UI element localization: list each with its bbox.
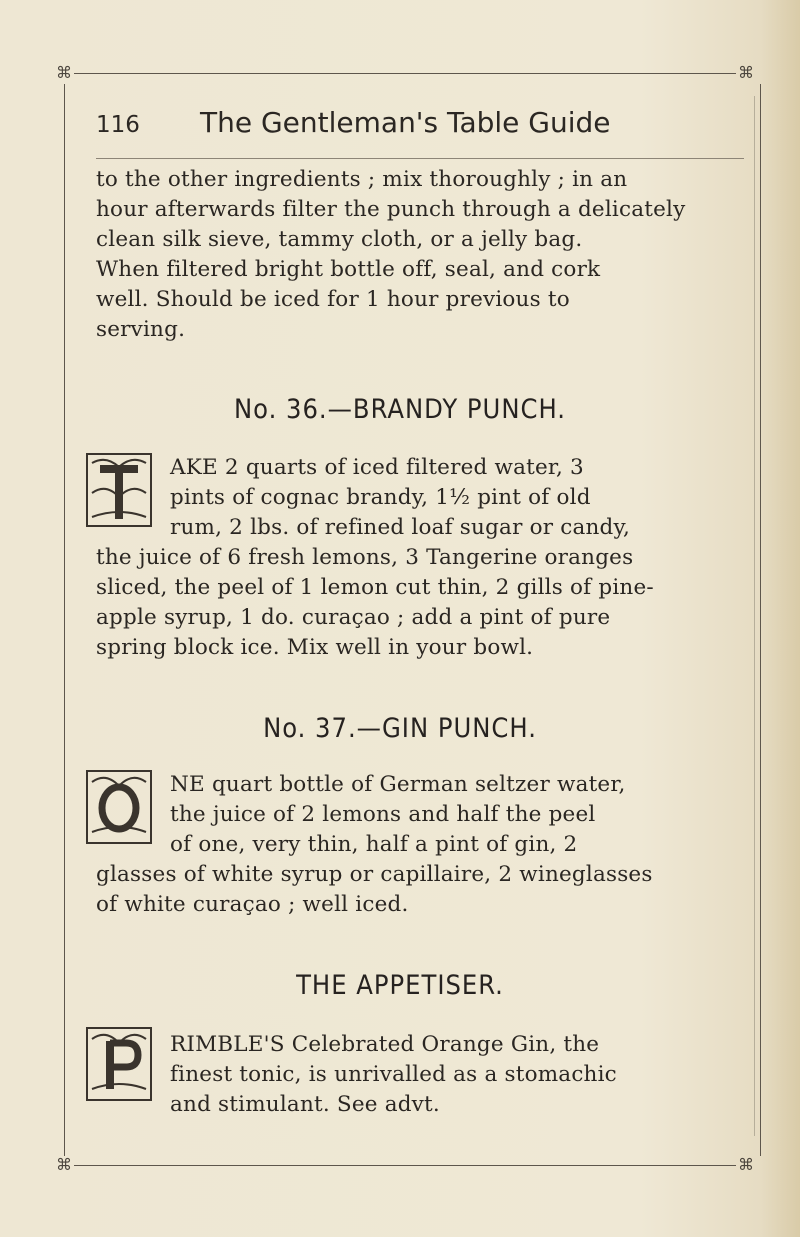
text-line: clean silk sieve, tammy cloth, or a jelly bag. [96, 227, 583, 252]
section-heading: THE APPETISER. [296, 970, 504, 1001]
top-left-ornament-icon: ⌘ [56, 63, 72, 82]
text-line: finest tonic, is unrivalled as a stomachic [170, 1062, 617, 1087]
text-line: serving. [96, 317, 186, 342]
continuation-paragraph [96, 165, 714, 345]
text-line: pints of cognac brandy, 1½ pint of old [170, 485, 591, 510]
top-border-rule [74, 73, 736, 74]
page-header [96, 106, 756, 146]
text-line: AKE 2 quarts of iced filtered water, 3 [170, 455, 584, 480]
text-line: RIMBLE'S Celebrated Orange Gin, the [170, 1032, 600, 1057]
text-line: the juice of 6 fresh lemons, 3 Tangerine oranges [96, 545, 634, 570]
bottom-border-rule [74, 1165, 736, 1166]
text-line: spring block ice. Mix well in your bowl. [96, 635, 534, 660]
text-line: sliced, the peel of 1 lemon cut thin, 2 gills of pine- [96, 575, 654, 600]
text-line: glasses of white syrup or capillaire, 2 wineglasses [96, 862, 653, 887]
text-line: of one, very thin, half a pint of gin, 2 [170, 832, 578, 857]
text-line: to the other ingredients ; mix thoroughly ; in an [96, 167, 628, 192]
top-right-ornament-icon: ⌘ [738, 63, 754, 82]
bottom-right-ornament-icon: ⌘ [738, 1155, 754, 1174]
text-line: When filtered bright bottle off, seal, and cork [96, 257, 601, 282]
recipe-heading: No. 36.—BRANDY PUNCH. [234, 394, 566, 425]
text-line: of white curaçao ; well iced. [96, 892, 409, 917]
text-line: NE quart bottle of German seltzer water, [170, 772, 626, 797]
recipe-37-text [96, 770, 714, 920]
bottom-left-ornament-icon: ⌘ [56, 1155, 72, 1174]
recipe-36-text [96, 453, 714, 663]
text-line: apple syrup, 1 do. curaçao ; add a pint of pure [96, 605, 611, 630]
recipe-heading: No. 37.—GIN PUNCH. [263, 713, 537, 744]
appetiser-text [96, 1030, 714, 1120]
text-line: well. Should be iced for 1 hour previous to [96, 287, 570, 312]
text-line: and stimulant. See advt. [170, 1092, 440, 1117]
text-line: the juice of 2 lemons and half the peel [170, 802, 596, 827]
running-title: The Gentleman's Table Guide [200, 106, 611, 139]
header-rule [96, 158, 744, 159]
page-number: 116 [96, 112, 140, 138]
text-line: rum, 2 lbs. of refined loaf sugar or candy, [170, 515, 631, 540]
text-line: hour afterwards filter the punch through a delicately [96, 197, 686, 222]
